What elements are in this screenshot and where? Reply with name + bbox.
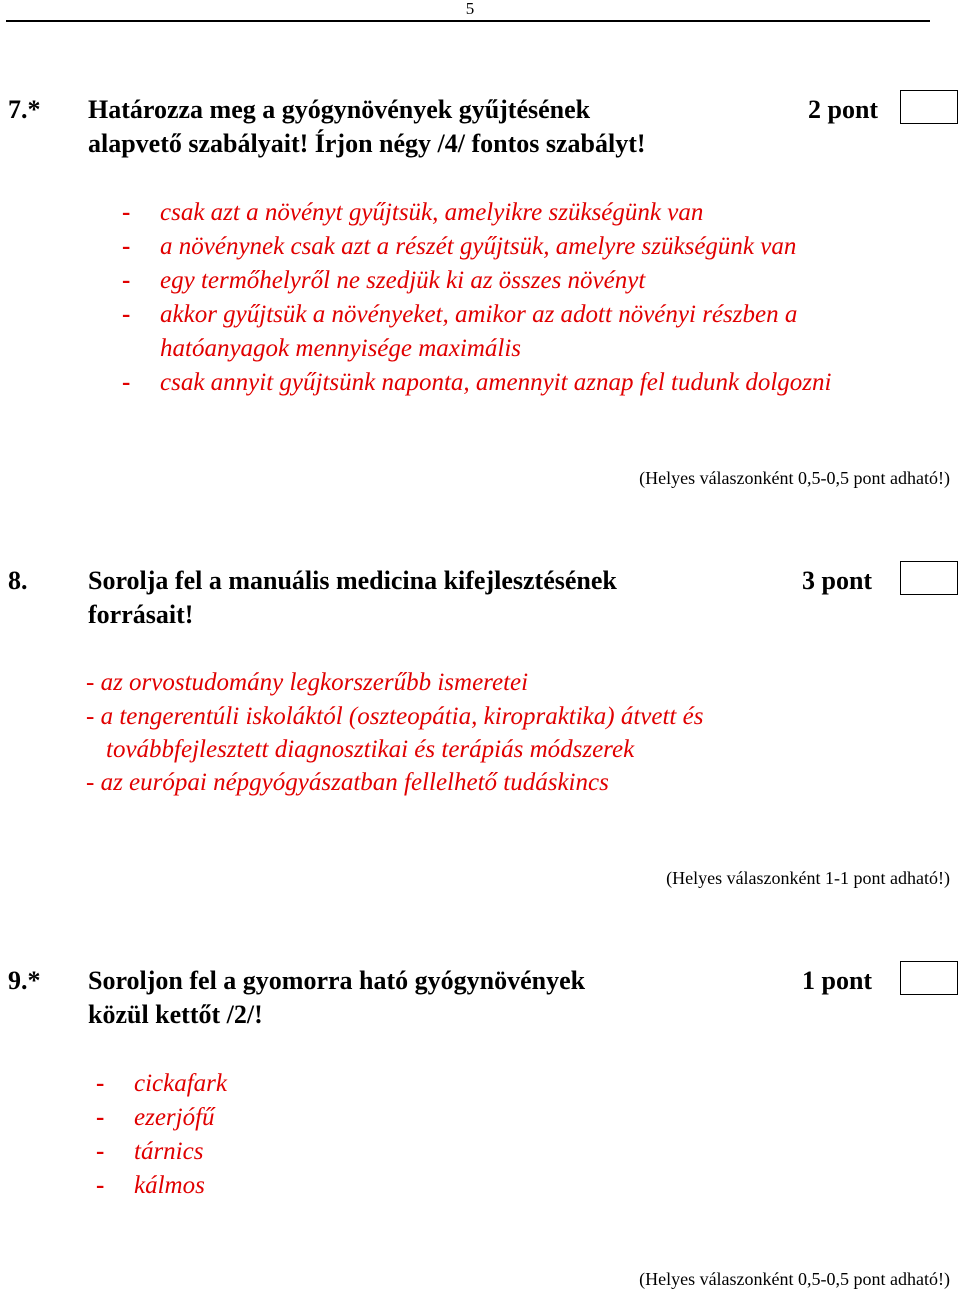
bullet-dash: - — [122, 233, 131, 260]
answer-item — [96, 1169, 104, 1203]
scoring-note: (Helyes válaszonként 0,5-0,5 pont adható!) — [639, 1269, 950, 1289]
answer-item — [96, 1101, 104, 1135]
question-title-line2: alapvető szabályait! Írjon négy /4/ fontos szabályt! — [88, 129, 646, 158]
answer-text: - az európai népgyógyászatban fellelhető tudáskincs — [86, 769, 609, 796]
question-number: 9.* — [8, 966, 41, 995]
header-rule — [6, 20, 930, 22]
points-label: 3 pont — [802, 566, 873, 595]
page-number: 5 — [465, 0, 475, 18]
scoring-note: (Helyes válaszonként 1-1 pont adható!) — [666, 868, 950, 888]
answer-text: egy termőhelyről ne szedjük ki az összes növényt — [160, 267, 646, 294]
bullet-dash: - — [122, 369, 131, 396]
question-number: 8. — [8, 566, 28, 595]
question-number: 7.* — [8, 95, 41, 124]
bullet-dash: - — [96, 1172, 105, 1199]
answer-item — [122, 298, 130, 332]
answer-text: - a tengerentúli iskoláktól (oszteopátia, kiropraktika) átvett és — [86, 703, 704, 730]
answer-item — [122, 196, 130, 230]
answer-text: tárnics — [134, 1138, 204, 1165]
question-title-line1: Soroljon fel a gyomorra ható gyógynövények — [88, 966, 586, 995]
answer-text: akkor gyűjtsük a növényeket, amikor az adott növényi részben a — [160, 301, 798, 328]
bullet-dash: - — [122, 199, 131, 226]
answer-item — [96, 1135, 104, 1169]
points-label: 2 pont — [808, 95, 879, 124]
answer-text: ezerjófű — [134, 1104, 215, 1131]
question-title-line1: Határozza meg a gyógynövények gyűjtésének — [88, 95, 591, 124]
bullet-dash: - — [122, 267, 131, 294]
bullet-dash: - — [96, 1138, 105, 1165]
bullet-dash: - — [122, 301, 131, 328]
answer-item — [122, 264, 130, 298]
answer-item — [122, 366, 130, 400]
answer-text: - az orvostudomány legkorszerűbb ismeretei — [86, 669, 529, 696]
points-label: 1 pont — [802, 966, 873, 995]
question-title-line2: forrásait! — [88, 600, 194, 629]
answer-continuation: hatóanyagok mennyisége maximális — [160, 335, 522, 362]
score-box[interactable] — [900, 961, 958, 995]
answer-item — [96, 1067, 104, 1101]
bullet-dash: - — [96, 1104, 105, 1131]
bullet-dash: - — [96, 1070, 105, 1097]
answer-text: csak azt a növényt gyűjtsük, amelyikre szükségünk van — [160, 199, 704, 226]
answer-text: cickafark — [134, 1070, 228, 1097]
question-title-line2: közül kettőt /2/! — [88, 1000, 263, 1029]
scoring-note: (Helyes válaszonként 0,5-0,5 pont adható!) — [639, 468, 950, 488]
score-box[interactable] — [900, 561, 958, 595]
answer-continuation: továbbfejlesztett diagnosztikai és terápiás módszerek — [106, 736, 635, 763]
answer-text: csak annyit gyűjtsünk naponta, amennyit aznap fel tudunk dolgozni — [160, 369, 832, 396]
answer-text: kálmos — [134, 1172, 205, 1199]
score-box[interactable] — [900, 90, 958, 124]
question-title-line1: Sorolja fel a manuális medicina kifejlesztésének — [88, 566, 617, 595]
answer-text: a növénynek csak azt a részét gyűjtsük, amelyre szükségünk van — [160, 233, 797, 260]
answer-item — [122, 230, 130, 264]
